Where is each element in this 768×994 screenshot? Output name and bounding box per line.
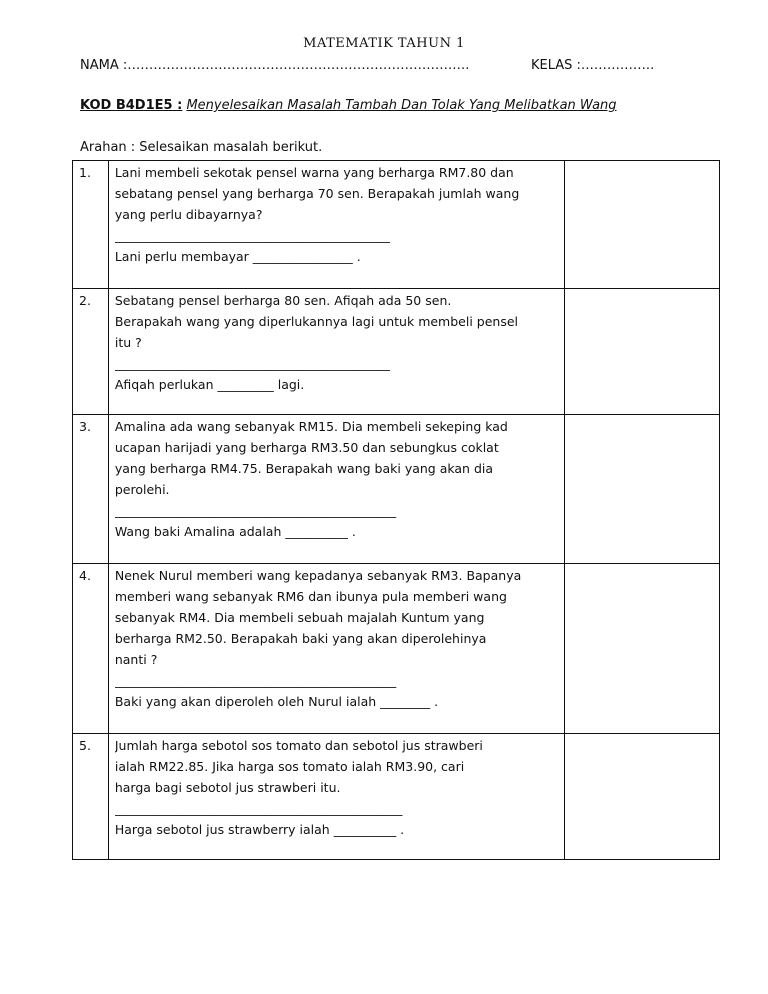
- learning-code-id: KOD B4D1E5 :: [80, 98, 183, 113]
- answer-box[interactable]: [565, 734, 720, 860]
- question-text: [108, 734, 565, 860]
- answer-box[interactable]: [565, 161, 720, 289]
- question-line: sebanyak RM4. Dia membeli sebuah majalah Kuntum yang: [114, 610, 485, 625]
- question-line: yang perlu dibayarnya?: [114, 207, 263, 222]
- question-line: ______________________________________________: [114, 801, 403, 816]
- question-line: ialah RM22.85. Jika harga sos tomato ialah RM3.90, cari: [114, 759, 465, 774]
- question-text: [108, 564, 565, 734]
- question-text: [108, 415, 565, 564]
- question-line: memberi wang sebanyak RM6 dan ibunya pula memberi wang: [114, 589, 507, 604]
- question-number: 3.: [73, 415, 109, 564]
- question-line: Afiqah perlukan _________ lagi.: [114, 377, 305, 392]
- question-number: 5.: [73, 734, 109, 860]
- answer-box[interactable]: [565, 564, 720, 734]
- question-line: _____________________________________________: [114, 673, 397, 688]
- answer-box[interactable]: [565, 289, 720, 415]
- question-line: itu ?: [114, 335, 142, 350]
- question-line: nanti ?: [114, 652, 158, 667]
- question-line: Jumlah harga sebotol sos tomato dan sebotol jus strawberi: [114, 738, 483, 753]
- question-row: [73, 734, 720, 860]
- question-line: Nenek Nurul memberi wang kepadanya sebanyak RM3. Bapanya: [114, 568, 522, 583]
- class-field: KELAS :……………..: [531, 58, 655, 73]
- question-line: Berapakah wang yang diperlukannya lagi untuk membeli pensel: [114, 314, 519, 329]
- question-line: harga bagi sebotol jus strawberi itu.: [114, 780, 341, 795]
- question-line: ____________________________________________: [114, 356, 390, 371]
- question-line: ____________________________________________: [114, 228, 390, 243]
- question-line: _____________________________________________: [114, 503, 397, 518]
- question-line: ucapan harijadi yang berharga RM3.50 dan sebungkus coklat: [114, 440, 499, 455]
- question-number: 1.: [73, 161, 109, 289]
- question-line: Baki yang akan diperoleh oleh Nurul ialah ________ .: [114, 694, 439, 709]
- question-row: [73, 161, 720, 289]
- question-row: [73, 289, 720, 415]
- question-row: [73, 415, 720, 564]
- question-line: Harga sebotol jus strawberry ialah __________ .: [114, 822, 405, 837]
- question-text: [108, 161, 565, 289]
- question-line: yang berharga RM4.75. Berapakah wang baki yang akan dia: [114, 461, 494, 476]
- question-number: 4.: [73, 564, 109, 734]
- question-line: sebatang pensel yang berharga 70 sen. Berapakah jumlah wang: [114, 186, 520, 201]
- question-text: [108, 289, 565, 415]
- question-line: Sebatang pensel berharga 80 sen. Afiqah ada 50 sen.: [114, 293, 452, 308]
- worksheet-title: MATEMATIK TAHUN 1: [303, 36, 465, 51]
- question-line: berharga RM2.50. Berapakah baki yang akan diperolehinya: [114, 631, 487, 646]
- question-row: [73, 564, 720, 734]
- question-line: Wang baki Amalina adalah __________ .: [114, 524, 356, 539]
- question-line: Amalina ada wang sebanyak RM15. Dia membeli sekeping kad: [114, 419, 508, 434]
- learning-code-description: Menyelesaikan Masalah Tambah Dan Tolak Yang Melibatkan Wang: [186, 98, 617, 113]
- answer-box[interactable]: [565, 415, 720, 564]
- questions-table: [72, 160, 720, 860]
- instructions: Arahan : Selesaikan masalah berikut.: [80, 140, 323, 155]
- name-field: NAMA :…………………………………………………………………….: [80, 58, 470, 73]
- question-line: perolehi.: [114, 482, 170, 497]
- question-line: Lani membeli sekotak pensel warna yang berharga RM7.80 dan: [114, 165, 514, 180]
- learning-code: [80, 98, 617, 113]
- question-number: 2.: [73, 289, 109, 415]
- question-line: Lani perlu membayar ________________ .: [114, 249, 361, 264]
